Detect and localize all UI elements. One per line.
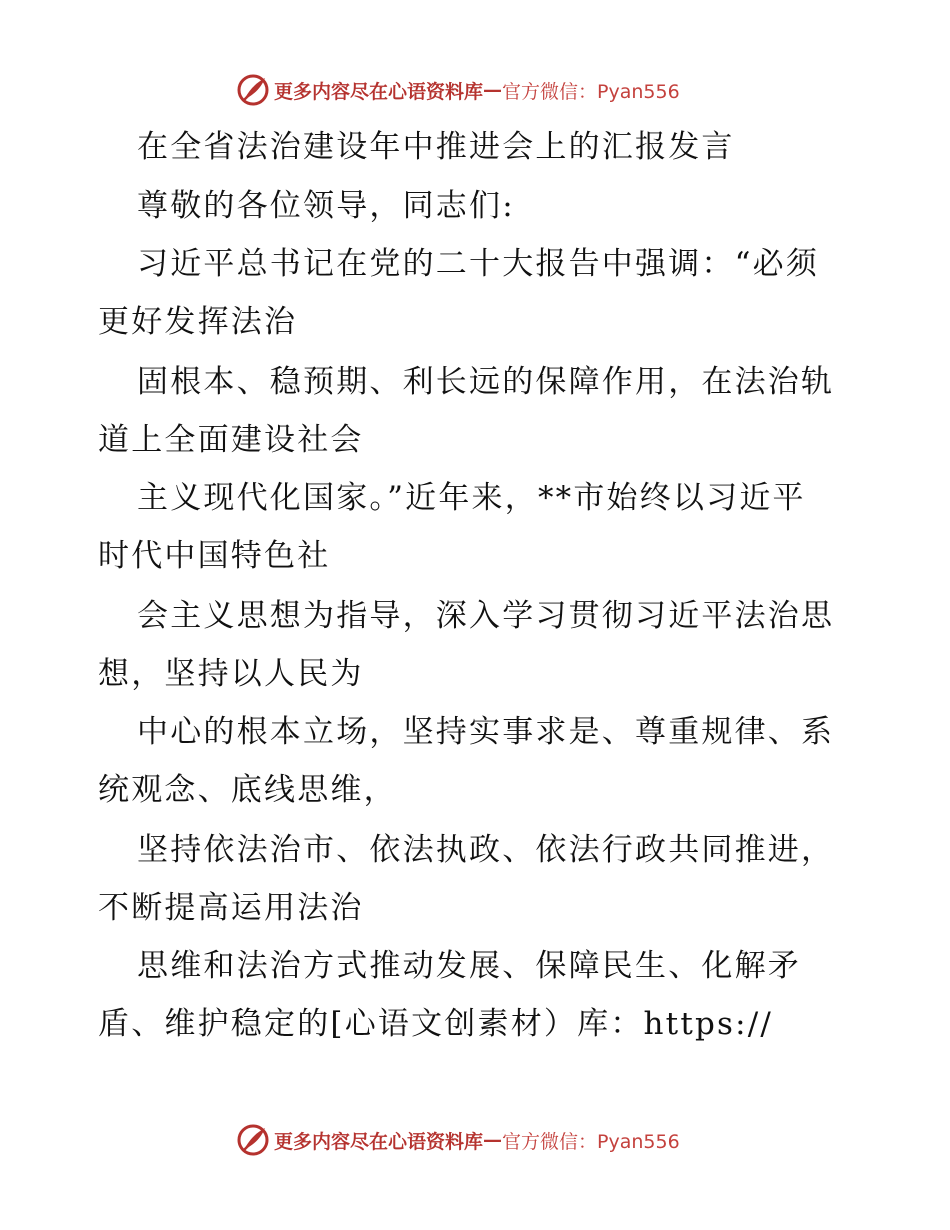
paragraph-line: 会主义思想为指导，深入学习贯彻习近平法治思 (137, 598, 835, 634)
footer-watermark (236, 1122, 680, 1158)
watermark-separator: — (483, 79, 503, 101)
watermark-contact: 官方微信：Pyan556 (502, 1130, 680, 1153)
paragraph-line: 坚持依法治市、依法执政、依法行政共同推进， (137, 832, 835, 868)
paragraph-line: 盾、维护稳定的[心语文创素材）库：https:// (98, 1006, 774, 1042)
paragraph-line: 想，坚持以人民为 (98, 656, 364, 692)
paragraph-line: 思维和法治方式推动发展、保障民生、化解矛 (137, 948, 801, 984)
paragraph-line: 不断提高运用法治 (98, 890, 364, 926)
paragraph-line: 固根本、稳预期、利长远的保障作用，在法治轨 (137, 364, 835, 400)
paragraph-line: 中心的根本立场，坚持实事求是、尊重规律、系 (137, 714, 835, 750)
watermark-contact: 官方微信：Pyan556 (502, 80, 680, 103)
watermark-separator: — (483, 1129, 503, 1151)
watermark-brand: 更多内容尽在心语资料库 (274, 80, 484, 103)
header-watermark (236, 72, 680, 108)
feather-logo-icon (236, 1123, 270, 1157)
paragraph-line: 道上全面建设社会 (98, 422, 364, 458)
watermark-brand: 更多内容尽在心语资料库 (274, 1130, 484, 1153)
feather-logo-icon (236, 73, 270, 107)
paragraph-line: 习近平总书记在党的二十大报告中强调：“必须 (137, 246, 820, 282)
paragraph-line: 时代中国特色社 (98, 538, 331, 574)
document-title: 在全省法治建设年中推进会上的汇报发言 (137, 129, 735, 165)
paragraph-line: 主义现代化国家。”近年来，**市始终以习近平 (137, 480, 806, 516)
paragraph-line: 更好发挥法治 (98, 304, 298, 340)
paragraph-line: 统观念、底线思维， (98, 772, 397, 808)
paragraph-line: 尊敬的各位领导，同志们: (137, 188, 515, 224)
